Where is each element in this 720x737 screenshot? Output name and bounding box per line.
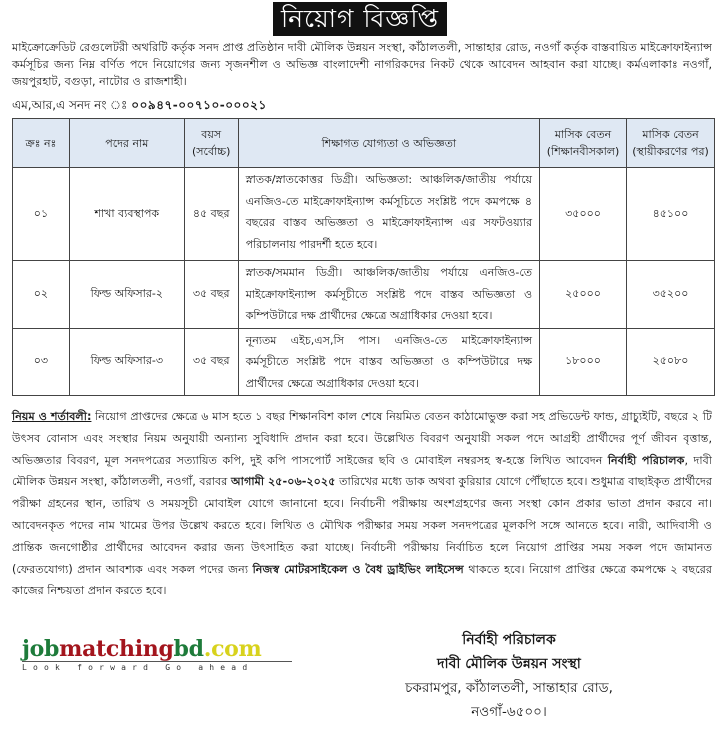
cell-serial: ০১ (13, 168, 70, 261)
header-salary-trainee-line2: (শিক্ষানবীসকাল) (546, 145, 620, 158)
header-post: পদের নাম (69, 119, 184, 168)
terms-text-3: তারিখের মধ্যে ডাক অথবা কুরিয়ার যোগে পৌঁছাতে হবে। শুধুমাত্র বাছাইকৃত প্রার্থীদের পরীক্ষা গ্রহনের স্থান, তারিখ ও সময়সূচী মোবাইল যোগে জানানো হবে। নির্বাচনী পরীক্ষায় অংশগ্রহণের জন্য সংস্থা কোন প্রকার ভাতা প্রদান করবে না। আবেদনকৃত পদের নাম খামের উপর উল্লেখ করতে হবে। লিখিত ও মৌখিক পরীক্ষার সময় সকল সনদপত্রের মূলকপি সঙ্গে আনতে হবে। নারী, আদিবাসী ও প্রান্তিক জনগোষ্ঠীর প্রার্থীদের আবেদন করার জন্য উৎসাহিত করা যাচ্ছে। নির্বাচনী পরীক্ষায় নির্বাচিত হলে নিয়োগ প্রাপ্তির সময় সকল পদে জামানত (ফেরতযোগ্য) প্রদান আবশ্যক এবং সকল পদের জন্য (12, 475, 712, 576)
header-age (184, 119, 238, 168)
terms-text-4: থাকতে হবে। নিয়োগ প্রাপ্তির ক্ষেত্রে কমপক্ষে ২ বছরের কাজের নিশ্চয়তা প্রদান করতে হবে। (12, 562, 713, 598)
cell-age: ৩৫ বছর (184, 328, 238, 396)
cell-serial: ০২ (13, 261, 70, 329)
license-line (12, 94, 267, 116)
license-number: ০০৯৪৭-০০৭১০-০০০২১ (131, 98, 267, 112)
cell-salary-trainee: ১৮০০০ (540, 328, 627, 396)
cell-serial: ০৩ (13, 328, 70, 396)
cell-post: শাখা ব্যবস্থাপক (69, 168, 184, 261)
header-qualification: শিক্ষাগত যোগ্যতা ও অভিজ্ঞতা (238, 119, 539, 168)
cell-post: ফিল্ড অফিসার-৩ (69, 328, 184, 396)
job-table (12, 118, 715, 396)
table-header-row (13, 119, 715, 168)
signatory-designation: নির্বাহী পরিচালক (462, 632, 556, 648)
signatory-address-line2: নওগাঁ-৬৫০০। (471, 704, 547, 720)
logo-part-job: job (22, 636, 60, 662)
terms-paragraph (12, 406, 712, 602)
logo-wordmark (22, 637, 292, 662)
logo-part-matching: matching (59, 636, 174, 662)
cell-salary-permanent: ৪৫১০০ (627, 168, 715, 261)
terms-heading: নিয়ম ও শর্তাবলী: (12, 410, 92, 423)
header-salary-permanent-line1: মাসিক বেতন (642, 128, 699, 141)
terms-deadline: আগামী ২৫-০৬-২০২৫ (231, 475, 336, 489)
logo-part-bd: bd (173, 636, 204, 662)
cell-qualification: স্নাতক/সমমান ডিগ্রী। আঞ্চলিক/জাতীয় পর্যায়ে এনজিও-তে মাইক্রোফাইন্যান্স কর্মসূচীতে সংশ্লিষ্ট পদে বাস্তব অভিজ্ঞতা ও কম্পিউটারে দক্ষ প্রার্থীদের ক্ষেত্রে অগ্রাধিকার দেওয়া হবে। (238, 261, 539, 329)
header-age-line2: (সর্বোচ্চ) (191, 145, 231, 158)
cell-qualification: স্নাতক/স্নাতকোত্তর ডিগ্রী। অভিজ্ঞতা: আঞ্চলিক/জাতীয় পর্যায়ে এনজিও-তে মাইক্রোফাইন্যান্স কর্মসূচিতে সংশ্লিষ্ট পদে কমপক্ষে ৪ বছরের বাস্তব অভিজ্ঞতা ও মাইক্রোফাইন্যান্স এর সফটওয়্যার পরিচালনায় পারদর্শী হতে হবে। (238, 168, 539, 261)
terms-text-2: , দাবী মৌলিক উন্নয়ন সংস্থা, কাঁঠালতলী, নওগাঁ, বরাবর (12, 453, 712, 489)
cell-qualification: নূন্যতম এইচ,এস,সি পাস। এনজিও-তে মাইক্রোফাইন্যান্স কর্মসূচীতে সংশ্লিষ্ট পদে বাস্তব অভিজ্ঞতা ও কম্পিউটারে দক্ষ প্রার্থীদের ক্ষেত্রে অগ্রাধিকার দেওয়া হবে। (238, 328, 539, 396)
jobmatchingbd-logo (22, 637, 292, 673)
header-salary-trainee (540, 119, 627, 168)
header-salary-trainee-line1: মাসিক বেতন (554, 128, 612, 141)
notice-title: নিয়োগ বিজ্ঞপ্তি (273, 2, 447, 36)
title-area (0, 0, 720, 38)
table-row (13, 261, 715, 329)
cell-age: ৪৫ বছর (184, 168, 238, 261)
logo-tagline: Look forward Go ahead (22, 663, 254, 672)
header-age-line1: বয়স (201, 128, 222, 141)
cell-post: ফিল্ড অফিসার-২ (69, 261, 184, 329)
header-salary-permanent-line2: (স্থায়ীকরণের পর) (632, 145, 709, 158)
cell-salary-trainee: ২৫০০০ (540, 261, 627, 329)
intro-paragraph: মাইক্রোক্রেডিট রেগুলেটরী অথরিটি কর্তৃক সনদ প্রাপ্ত প্রতিষ্ঠান দাবী মৌলিক উন্নয়ন সংস্থা, কাঁঠালতলী, সান্তাহার রোড, নওগাঁ কর্তৃক বাস্তবায়িত মাইক্রোফাইন্যান্স কর্মসূচির জন্য নিম্ন বর্ণিত পদে নিয়োগের জন্য সৃজনশীল ও অভিজ্ঞ বাংলাদেশী নাগরিকদের নিকট থেকে আবেদন আহবান করা যাচ্ছে। কর্মএলাকাঃ নওগাঁ, জয়পুরহাট, বগুড়া, নাটোর ও রাজশাহী। (12, 41, 712, 88)
signature-block (384, 628, 634, 724)
cell-salary-trainee: ৩৫০০০ (540, 168, 627, 261)
terms-vehicle-requirement: নিজস্ব মোটরসাইকেল ও বৈধ ড্রাইভিং লাইসেন্স (252, 562, 464, 576)
signatory-organization: দাবী মৌলিক উন্নয়ন সংস্থা (437, 656, 581, 672)
header-salary-permanent (627, 119, 715, 168)
cell-salary-permanent: ৩৫২০০ (627, 261, 715, 329)
terms-text-1: নিয়োগ প্রাপ্তদের ক্ষেত্রে ৬ মাস হতে ১ বছর শিক্ষানবিশ কাল শেষে নিয়মিত বেতন কাঠামোভুক্ত করা সহ প্রভিডেন্ট ফান্ড, গ্রাচ্যুইটি, বছরে ২ টি উৎসব বোনাস এবং সংস্থার নিয়ম অনুযায়ী অন্যান্য সুবিধাদি প্রদান করা হবে। উল্লেখিত বিবরণ অনুযায়ী সকল পদে আগ্রহী প্রার্থীদের পূর্ণ জীবন বৃত্তান্ত, অভিজ্ঞতার বিবরণ, মূল সনদপত্রের সত্যায়িত কপি, দুই কপি পাসপোর্ট সাইজের ছবি ও মোবাইল নম্বরসহ স্ব-হস্তে লিখিত আবেদন (12, 410, 712, 467)
cell-salary-permanent: ২৫০৮০ (627, 328, 715, 396)
cell-age: ৩৫ বছর (184, 261, 238, 329)
terms-addressee: নির্বাহী পরিচালক (607, 453, 685, 467)
signatory-address-line1: চকরামপুর, কাঁঠালতলী, সান্তাহার রোড, (405, 680, 613, 696)
license-label: এম,আর,এ সনদ নং ঃ (12, 98, 128, 112)
table-row (13, 328, 715, 396)
table-row (13, 168, 715, 261)
header-serial: ক্রঃ নঃ (13, 119, 70, 168)
logo-part-com: .com (203, 636, 262, 662)
